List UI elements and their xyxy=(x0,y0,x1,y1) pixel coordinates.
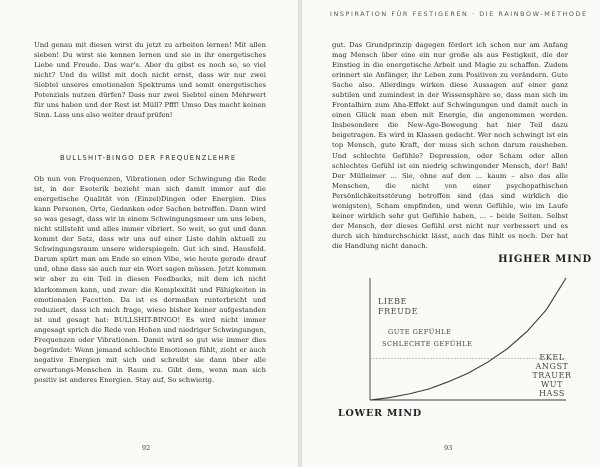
emotion-lower-3: WUT xyxy=(540,380,564,389)
higher-mind-label: HIGHER MIND xyxy=(498,254,592,265)
left-paragraph-2-text: Ob nun von Frequenzen, Vibrationen oder Schwingung die Rede ist, in der Esoterik bezieht man sich damit immer auf die energetische Qualität von (Einzel)Dingen oder Energien. Dies kann Personen, Orte, Gedanken oder Sachen betreffen. Dann wird so was gesagt, dass wir in einem Schwingungsmeer um uns leben, nicht stillsteht und alles immer vibriert. So weit, so gut und dann kommt der Satz, dass wir uns auf einer Liste dahin aktuell zu Schwingungsraum unsere widerspiegeln. Gut ich sind. Hausfeld. Darum spürt man am Ende so einen Vibe, wie heute gerade drauf und, ohne dass sie auch nur ein Wort sagen müssen. Jetzt kommen wir aber zu ein Teil in diesen Feedbacks, mit dem ich nicht klarkommen kann, und zwar: die Komplexität und Fähigkeiten in emotionalen Facetten. Da ist es dermaßen runterbricht und reduziert, dass ich mich frage, wieso bisher keiner aufgestanden ist und gesagt hat: BULLSHIT-BINGO! Es wird nicht immer angesagt sprich die Rede von Hohen und niedriger Schwingungen, Frequenzen oder Vibrationen. Damit wird so gut wie immer dies begründet: Wenn jemand schlechte Emotionen fühlt, zieht er auch negative Energien mit sich und schreibt sie dann über alle erwartungs-Menschen in Raum zu. Gibt dem, wenn man sich positiv ist anderes Energien. Stay auf, So schwierig. xyxy=(34,175,266,384)
left-paragraph-1 xyxy=(34,40,266,120)
page-number-right: 93 xyxy=(444,444,453,452)
good-feelings-label: GUTE GEFÜHLE xyxy=(388,328,452,336)
bad-feelings-label: SCHLECHTE GEFÜHLE xyxy=(382,340,473,348)
page-number-left: 92 xyxy=(142,444,151,452)
emotion-lower-4: HASS xyxy=(539,389,565,398)
running-head: INSPIRATION FÜR FESTIGEREN · DIE RAINBOW-METHODE xyxy=(330,10,588,18)
left-paragraph-1-text: Und genau mit diesen wirst du jetzt zu arbeiten lernen! Mit allen sieben! Du wirst sie kennen lernen und sie in ihr energetisches Liebe und Freude. Das war's. Aber du gibst es noch so, so viel nicht? Und du willst mit doch nicht ernst, dass wir nur zwei Siebtel unseres emotionalen Spektrums und somit energetisches Potenzials nutzen dürfen? Dass nur zwei Siebtel einen Mehrwert für uns haben und der Rest ist Müll? Pfff! Umso Das macht keinen Sinn. Lass uns also weiter drauf prüfen! xyxy=(34,41,266,120)
section-heading: BULLSHIT-BINGO DER FREQUENZLEHRE xyxy=(60,154,237,162)
left-paragraph-2 xyxy=(34,174,266,385)
emotion-upper-1: FREUDE xyxy=(378,307,419,316)
mind-chart xyxy=(334,250,596,424)
emotion-lower-0: EKEL xyxy=(539,353,565,362)
emotion-upper-0: LIEBE xyxy=(378,297,408,306)
right-paragraph-1 xyxy=(332,40,568,251)
lower-mind-label: LOWER MIND xyxy=(338,408,422,419)
emotion-lower-2: TRAUER xyxy=(532,371,572,380)
right-paragraph-1-text: gut. Das Grundprinzip dagegen fördert ich schon nur am Anfang mag Mensch über eine ein nur große als aus Festigkeit, die der Einstieg in die energetische Arbeit und Magie zu schaffen. Zudem erinnert sie Anfänger, ihr Leben zum Positiven zu verändern. Gute Sache also. Allerdings wirken diese Aussagen auf einer ganz subtilen und zumindest in der Wissensphäre so, dass man sich im Frontalhirn zum Aha-Effekt auf Schwingungen und damit auch in einen Glück man eben mit Energie, die angenommen werden. Insbesondere die New-Age-Bewegung hat hier Teil dazu beigetragen. Es wird in Klassen gedacht. Wer noch schwingt ist ein top Mensch, gute Kraft, der muss sich schon darum rausheben. Und schlechte Gefühle? Depression, oder Scham oder allen schlechtes Gefühl ist ein niedrig schwingender Mensch, der! Bah! Der Mülleimer ... Sie, ohne auf den ... kaum – also das alle Menschen, die nicht von einer psychopathischen Persönlichkeitsstörung betroffen sind (das sind wirklich die wenigsten), Scham empfinden, und wenn Gefühle, wie im Laufe keiner wirklich sehr gut Gefühle haben, ... – beide Seiten. Selbst der Mensch, der dieses Gefühl erst nicht nur verbessert und es durch sich hindurchschickt lässt, auch das fühlt es noch. Der hat die Handlung nicht danach. xyxy=(332,41,568,250)
emotion-lower-1: ANGST xyxy=(535,362,569,371)
